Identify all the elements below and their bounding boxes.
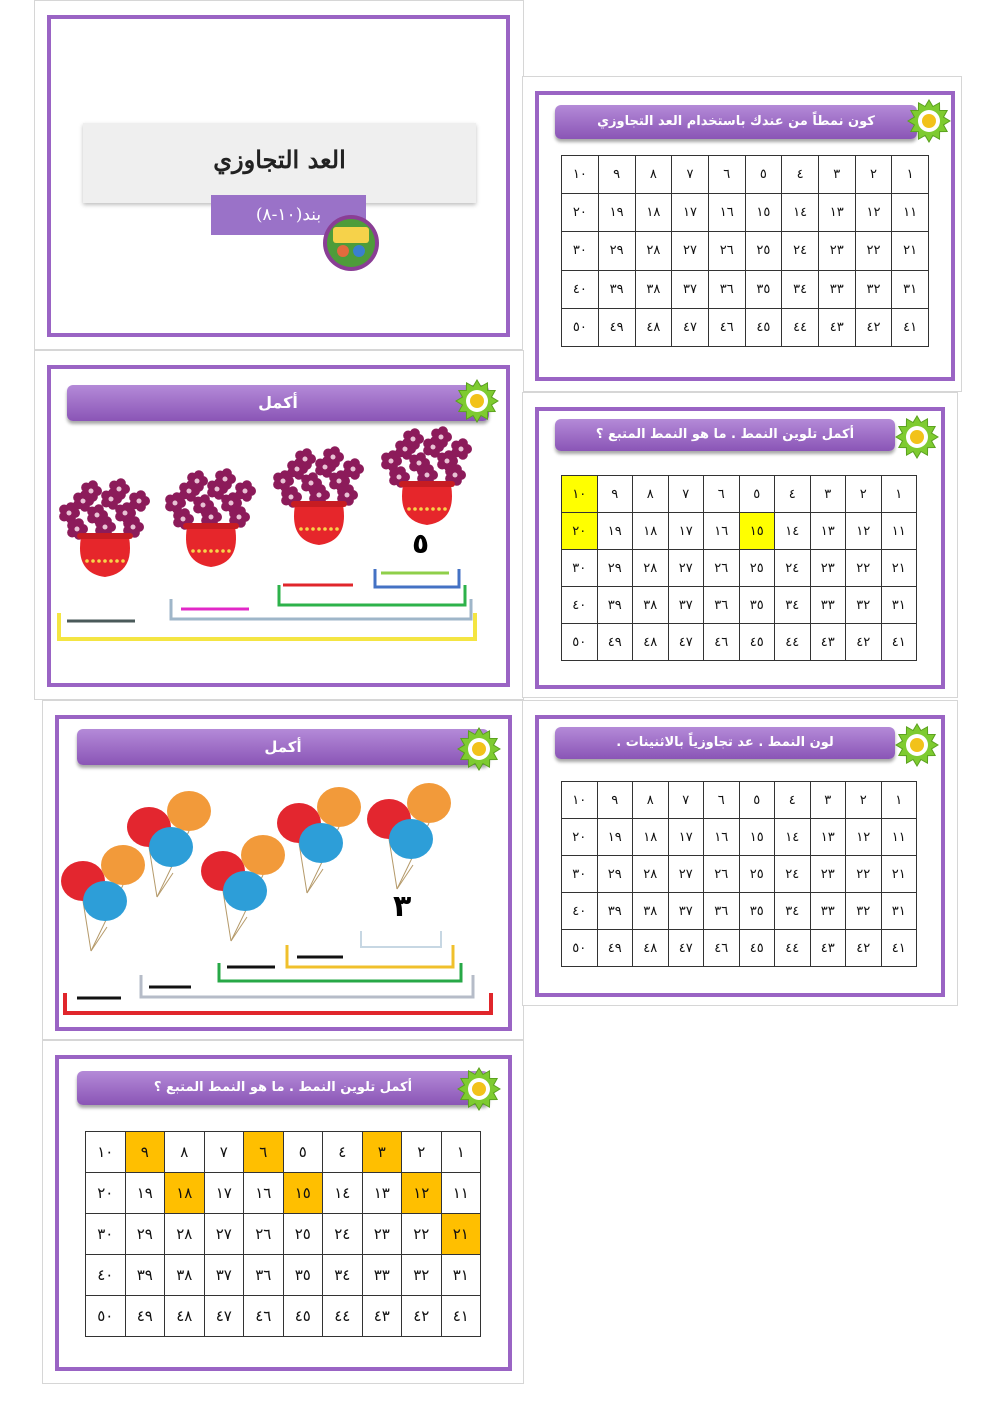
grid-cell: ٢٣ — [810, 550, 846, 587]
grid-cell: ١٩ — [598, 194, 635, 232]
make-pattern-header: كون نمطاً من عندك باستخدام العد التجاوزي — [555, 105, 917, 139]
grid-cell: ٢٠ — [86, 1173, 126, 1214]
given-number: ٥ — [412, 527, 430, 560]
bracket-line — [59, 613, 475, 639]
grid-cell: ١٨ — [635, 194, 672, 232]
grid-cell: ١٤ — [323, 1173, 363, 1214]
grid-cell: ٢٤ — [782, 232, 819, 270]
grid-cell: ١٩ — [597, 513, 633, 550]
grid-cell: ٦ — [704, 476, 740, 513]
flower-pots — [35, 351, 525, 701]
grid-cell: ٨ — [633, 476, 669, 513]
grid-cell: ٣٠ — [562, 550, 598, 587]
grid-cell: ٥ — [739, 476, 775, 513]
flower-pot — [59, 478, 150, 577]
grid-cell: ٩ — [597, 476, 633, 513]
grid-cell: ٢٥ — [745, 232, 782, 270]
number-grid — [85, 1131, 481, 1337]
grid-cell: ٣١ — [881, 893, 917, 930]
grid-cell: ٣٦ — [708, 270, 745, 308]
grid-cell: ٤١ — [441, 1296, 481, 1337]
grid-cell: ٤٢ — [846, 930, 882, 967]
complete-five-slide — [522, 392, 958, 698]
grid-cell: ٣ — [810, 476, 846, 513]
grid-cell: ١٩ — [597, 819, 633, 856]
grid-cell: ٤٤ — [775, 624, 811, 661]
star-badge-icon — [907, 99, 951, 143]
grid-cell: ٣٨ — [633, 893, 669, 930]
balloon-bunch — [201, 835, 285, 941]
grid-cell: ١٠ — [562, 476, 598, 513]
grid-cell: ٢٨ — [633, 856, 669, 893]
grid-cell: ٣٧ — [204, 1255, 244, 1296]
star-badge-icon — [457, 1067, 501, 1111]
grid-cell: ٤٦ — [704, 930, 740, 967]
grid-cell: ٤٩ — [597, 624, 633, 661]
grid-cell: ١٦ — [704, 513, 740, 550]
color-twos-header: لون النمط . عد تجاوزياً بالاثنينات . — [555, 727, 895, 759]
grid-cell: ٣١ — [881, 587, 917, 624]
grid-cell: ٤ — [323, 1132, 363, 1173]
star-badge-icon — [895, 415, 939, 459]
grid-cell: ٣٥ — [739, 587, 775, 624]
grid-cell: ٤٣ — [810, 624, 846, 661]
grid-cell: ٨ — [635, 156, 672, 194]
grid-cell: ١٣ — [362, 1173, 402, 1214]
grid-cell: ٤٧ — [668, 624, 704, 661]
flower-pot — [165, 468, 256, 567]
grid-cell: ٤٨ — [633, 624, 669, 661]
grid-cell: ٢٩ — [597, 856, 633, 893]
grid-cell: ١٣ — [810, 819, 846, 856]
grid-cell: ٣٠ — [562, 232, 599, 270]
grid-cell: ٢٣ — [810, 856, 846, 893]
grid-cell: ٤٥ — [739, 930, 775, 967]
grid-cell: ١ — [892, 156, 929, 194]
grid-cell: ٤ — [775, 782, 811, 819]
grid-cell: ٤٣ — [810, 930, 846, 967]
grid-cell: ١١ — [881, 819, 917, 856]
grid-cell: ٢٢ — [402, 1214, 442, 1255]
grid-cell: ١٥ — [283, 1173, 323, 1214]
number-grid — [561, 475, 917, 661]
grid-cell: ٢٩ — [598, 232, 635, 270]
grid-cell: ٤٢ — [846, 624, 882, 661]
grid-cell: ٤١ — [892, 308, 929, 346]
grid-cell: ٢٥ — [739, 550, 775, 587]
grid-cell: ٤٠ — [562, 893, 598, 930]
grid-cell: ١٢ — [402, 1173, 442, 1214]
grid-cell: ١٤ — [782, 194, 819, 232]
grid-cell: ٤٧ — [668, 930, 704, 967]
grid-cell: ٣ — [818, 156, 855, 194]
grid-cell: ٢٧ — [668, 550, 704, 587]
grid-cell: ٤٢ — [402, 1296, 442, 1337]
grid-cell: ٣١ — [892, 270, 929, 308]
grid-cell: ٧ — [204, 1132, 244, 1173]
grid-cell: ٤٦ — [244, 1296, 284, 1337]
grid-cell: ١٢ — [846, 819, 882, 856]
grid-cell: ٧ — [672, 156, 709, 194]
grid-cell: ١٣ — [810, 513, 846, 550]
grid-cell: ١٠ — [562, 156, 599, 194]
grid-cell: ٢ — [855, 156, 892, 194]
grid-cell: ١٠ — [86, 1132, 126, 1173]
grid-cell: ٦ — [708, 156, 745, 194]
cover-title-box — [83, 123, 476, 203]
grid-cell: ١٤ — [775, 819, 811, 856]
grid-cell: ١٢ — [846, 513, 882, 550]
grid-cell: ٢٥ — [739, 856, 775, 893]
grid-cell: ٦ — [704, 782, 740, 819]
grid-cell: ٥٠ — [86, 1296, 126, 1337]
grid-cell: ١١ — [892, 194, 929, 232]
balloon-bunch — [367, 783, 451, 889]
grid-cell: ٢٣ — [362, 1214, 402, 1255]
grid-cell: ٤٤ — [323, 1296, 363, 1337]
grid-cell: ٣٦ — [704, 587, 740, 624]
cover-slide — [34, 0, 524, 350]
grid-cell: ٤٩ — [598, 308, 635, 346]
cover-title: العد التجاوزي — [213, 145, 346, 174]
grid-cell: ٢٩ — [125, 1214, 165, 1255]
grid-cell: ٢٦ — [704, 856, 740, 893]
grid-cell: ٤٨ — [633, 930, 669, 967]
grid-cell: ٥٠ — [562, 930, 598, 967]
number-grid — [561, 155, 929, 347]
grid-cell: ٣٥ — [283, 1255, 323, 1296]
grid-cell: ٢٣ — [818, 232, 855, 270]
grid-cell: ٤١ — [881, 624, 917, 661]
complete-five-header: أكمل تلوين النمط . ما هو النمط المتبع ؟ — [555, 419, 895, 451]
grid-cell: ١٨ — [633, 819, 669, 856]
grid-cell: ٢٢ — [846, 856, 882, 893]
grid-cell: ٣٤ — [323, 1255, 363, 1296]
flower-pot — [273, 446, 364, 545]
color-twos-slide — [522, 700, 958, 1006]
grid-cell: ١٨ — [633, 513, 669, 550]
grid-cell: ٣٦ — [704, 893, 740, 930]
grid-cell: ٣٩ — [598, 270, 635, 308]
flowers-slide — [34, 350, 524, 700]
grid-cell: ٣٦ — [244, 1255, 284, 1296]
flower-pot — [381, 426, 472, 525]
grid-cell: ٣٢ — [846, 587, 882, 624]
grid-cell: ٢٠ — [562, 194, 599, 232]
grid-cell: ٤ — [775, 476, 811, 513]
grid-cell: ٣٩ — [125, 1255, 165, 1296]
grid-cell: ٨ — [633, 782, 669, 819]
grid-cell: ٤٤ — [782, 308, 819, 346]
grid-cell: ٧ — [668, 476, 704, 513]
complete-three-slide — [42, 1040, 524, 1384]
grid-cell: ٥٠ — [562, 624, 598, 661]
grid-cell: ١ — [441, 1132, 481, 1173]
complete-three-header: أكمل تلوين النمط . ما هو النمط المتبع ؟ — [77, 1071, 489, 1105]
grid-cell: ٤٥ — [283, 1296, 323, 1337]
grid-cell: ٣٠ — [562, 856, 598, 893]
grid-cell: ١٧ — [204, 1173, 244, 1214]
grid-cell: ٤٠ — [562, 587, 598, 624]
grid-cell: ٢١ — [441, 1214, 481, 1255]
grid-cell: ١٦ — [244, 1173, 284, 1214]
bracket-line — [361, 931, 441, 947]
grid-cell: ٢١ — [881, 550, 917, 587]
grid-cell: ٢٢ — [846, 550, 882, 587]
grid-cell: ١٥ — [739, 513, 775, 550]
grid-cell: ٣٨ — [633, 587, 669, 624]
grid-cell: ٢٨ — [633, 550, 669, 587]
grid-cell: ٣٣ — [818, 270, 855, 308]
grid-cell: ٣٨ — [635, 270, 672, 308]
grid-cell: ٤٠ — [86, 1255, 126, 1296]
grid-cell: ٤ — [782, 156, 819, 194]
grid-cell: ٧ — [668, 782, 704, 819]
grid-cell: ٣٣ — [810, 893, 846, 930]
grid-cell: ١١ — [441, 1173, 481, 1214]
grid-cell: ٤٢ — [855, 308, 892, 346]
grid-cell: ٣٩ — [597, 893, 633, 930]
grid-cell: ٩ — [125, 1132, 165, 1173]
grid-cell: ١٤ — [775, 513, 811, 550]
grid-cell: ١٧ — [668, 513, 704, 550]
grid-cell: ٢ — [846, 782, 882, 819]
grid-cell: ١٢ — [855, 194, 892, 232]
grid-cell: ١٥ — [739, 819, 775, 856]
grid-cell: ٢٧ — [672, 232, 709, 270]
grid-cell: ٨ — [165, 1132, 205, 1173]
given-number: ٣ — [393, 889, 412, 924]
grid-cell: ٣ — [810, 782, 846, 819]
grid-cell: ١١ — [881, 513, 917, 550]
book-cover-logo — [321, 213, 381, 273]
grid-cell: ٣٣ — [362, 1255, 402, 1296]
grid-cell: ٢١ — [892, 232, 929, 270]
grid-cell: ٢ — [402, 1132, 442, 1173]
balloon-bunch — [61, 845, 145, 951]
grid-cell: ٣٤ — [775, 587, 811, 624]
grid-cell: ٤١ — [881, 930, 917, 967]
grid-cell: ٢٦ — [704, 550, 740, 587]
grid-cell: ٢٠ — [562, 513, 598, 550]
grid-cell: ٢٨ — [165, 1214, 205, 1255]
balloons-slide — [42, 700, 524, 1040]
grid-cell: ٢٧ — [204, 1214, 244, 1255]
grid-cell: ٦ — [244, 1132, 284, 1173]
grid-cell: ٢٥ — [283, 1214, 323, 1255]
grid-cell: ٤٦ — [704, 624, 740, 661]
balloon-bunches — [43, 701, 525, 1041]
grid-cell: ٤٩ — [597, 930, 633, 967]
grid-cell: ٤٦ — [708, 308, 745, 346]
grid-cell: ١٠ — [562, 782, 598, 819]
grid-cell: ١٦ — [704, 819, 740, 856]
grid-cell: ٤٨ — [635, 308, 672, 346]
star-badge-icon — [895, 723, 939, 767]
grid-cell: ٣ — [362, 1132, 402, 1173]
grid-cell: ٣٧ — [668, 893, 704, 930]
grid-cell: ١٣ — [818, 194, 855, 232]
grid-cell: ٤٧ — [672, 308, 709, 346]
grid-cell: ٣٣ — [810, 587, 846, 624]
grid-cell: ١٦ — [708, 194, 745, 232]
grid-cell: ٩ — [597, 782, 633, 819]
grid-cell: ٣٩ — [597, 587, 633, 624]
grid-cell: ٢٢ — [855, 232, 892, 270]
grid-cell: ١٧ — [668, 819, 704, 856]
grid-cell: ٢٧ — [668, 856, 704, 893]
grid-cell: ٣٨ — [165, 1255, 205, 1296]
grid-cell: ٣٥ — [739, 893, 775, 930]
grid-cell: ٢٨ — [635, 232, 672, 270]
flowers-header: أكمل — [67, 385, 489, 421]
grid-cell: ٣٠ — [86, 1214, 126, 1255]
grid-cell: ٣١ — [441, 1255, 481, 1296]
grid-cell: ٥ — [739, 782, 775, 819]
grid-cell: ٤٥ — [745, 308, 782, 346]
grid-cell: ١٩ — [125, 1173, 165, 1214]
grid-cell: ٤٥ — [739, 624, 775, 661]
grid-cell: ٢ — [846, 476, 882, 513]
grid-cell: ٣٢ — [402, 1255, 442, 1296]
grid-cell: ٤٣ — [362, 1296, 402, 1337]
grid-cell: ١ — [881, 476, 917, 513]
grid-cell: ٥٠ — [562, 308, 599, 346]
grid-cell: ٣٤ — [782, 270, 819, 308]
grid-cell: ٤٣ — [818, 308, 855, 346]
balloon-bunch — [127, 791, 211, 897]
number-grid — [561, 781, 917, 967]
grid-cell: ٤٩ — [125, 1296, 165, 1337]
grid-cell: ٢٦ — [244, 1214, 284, 1255]
grid-cell: ٤٧ — [204, 1296, 244, 1337]
grid-cell: ١٥ — [745, 194, 782, 232]
grid-cell: ٣٢ — [846, 893, 882, 930]
grid-cell: ٢١ — [881, 856, 917, 893]
grid-cell: ١ — [881, 782, 917, 819]
grid-cell: ٣٤ — [775, 893, 811, 930]
grid-cell: ٣٢ — [855, 270, 892, 308]
grid-cell: ١٧ — [672, 194, 709, 232]
grid-cell: ٢٦ — [708, 232, 745, 270]
grid-cell: ٢٤ — [323, 1214, 363, 1255]
grid-cell: ٢٠ — [562, 819, 598, 856]
grid-cell: ٥ — [745, 156, 782, 194]
grid-cell: ٥ — [283, 1132, 323, 1173]
grid-cell: ٤٠ — [562, 270, 599, 308]
grid-cell: ٢٤ — [775, 550, 811, 587]
balloons-header: أكمل — [77, 729, 489, 765]
make-pattern-slide — [522, 76, 962, 392]
grid-cell: ٢٩ — [597, 550, 633, 587]
grid-cell: ٣٧ — [668, 587, 704, 624]
cover-subtitle: بند(١٠-٨) — [255, 205, 322, 225]
grid-cell: ٣٥ — [745, 270, 782, 308]
grid-cell: ٩ — [598, 156, 635, 194]
grid-cell: ٣٧ — [672, 270, 709, 308]
grid-cell: ٢٤ — [775, 856, 811, 893]
grid-cell: ٤٤ — [775, 930, 811, 967]
grid-cell: ١٨ — [165, 1173, 205, 1214]
balloon-bunch — [277, 787, 361, 893]
grid-cell: ٤٨ — [165, 1296, 205, 1337]
